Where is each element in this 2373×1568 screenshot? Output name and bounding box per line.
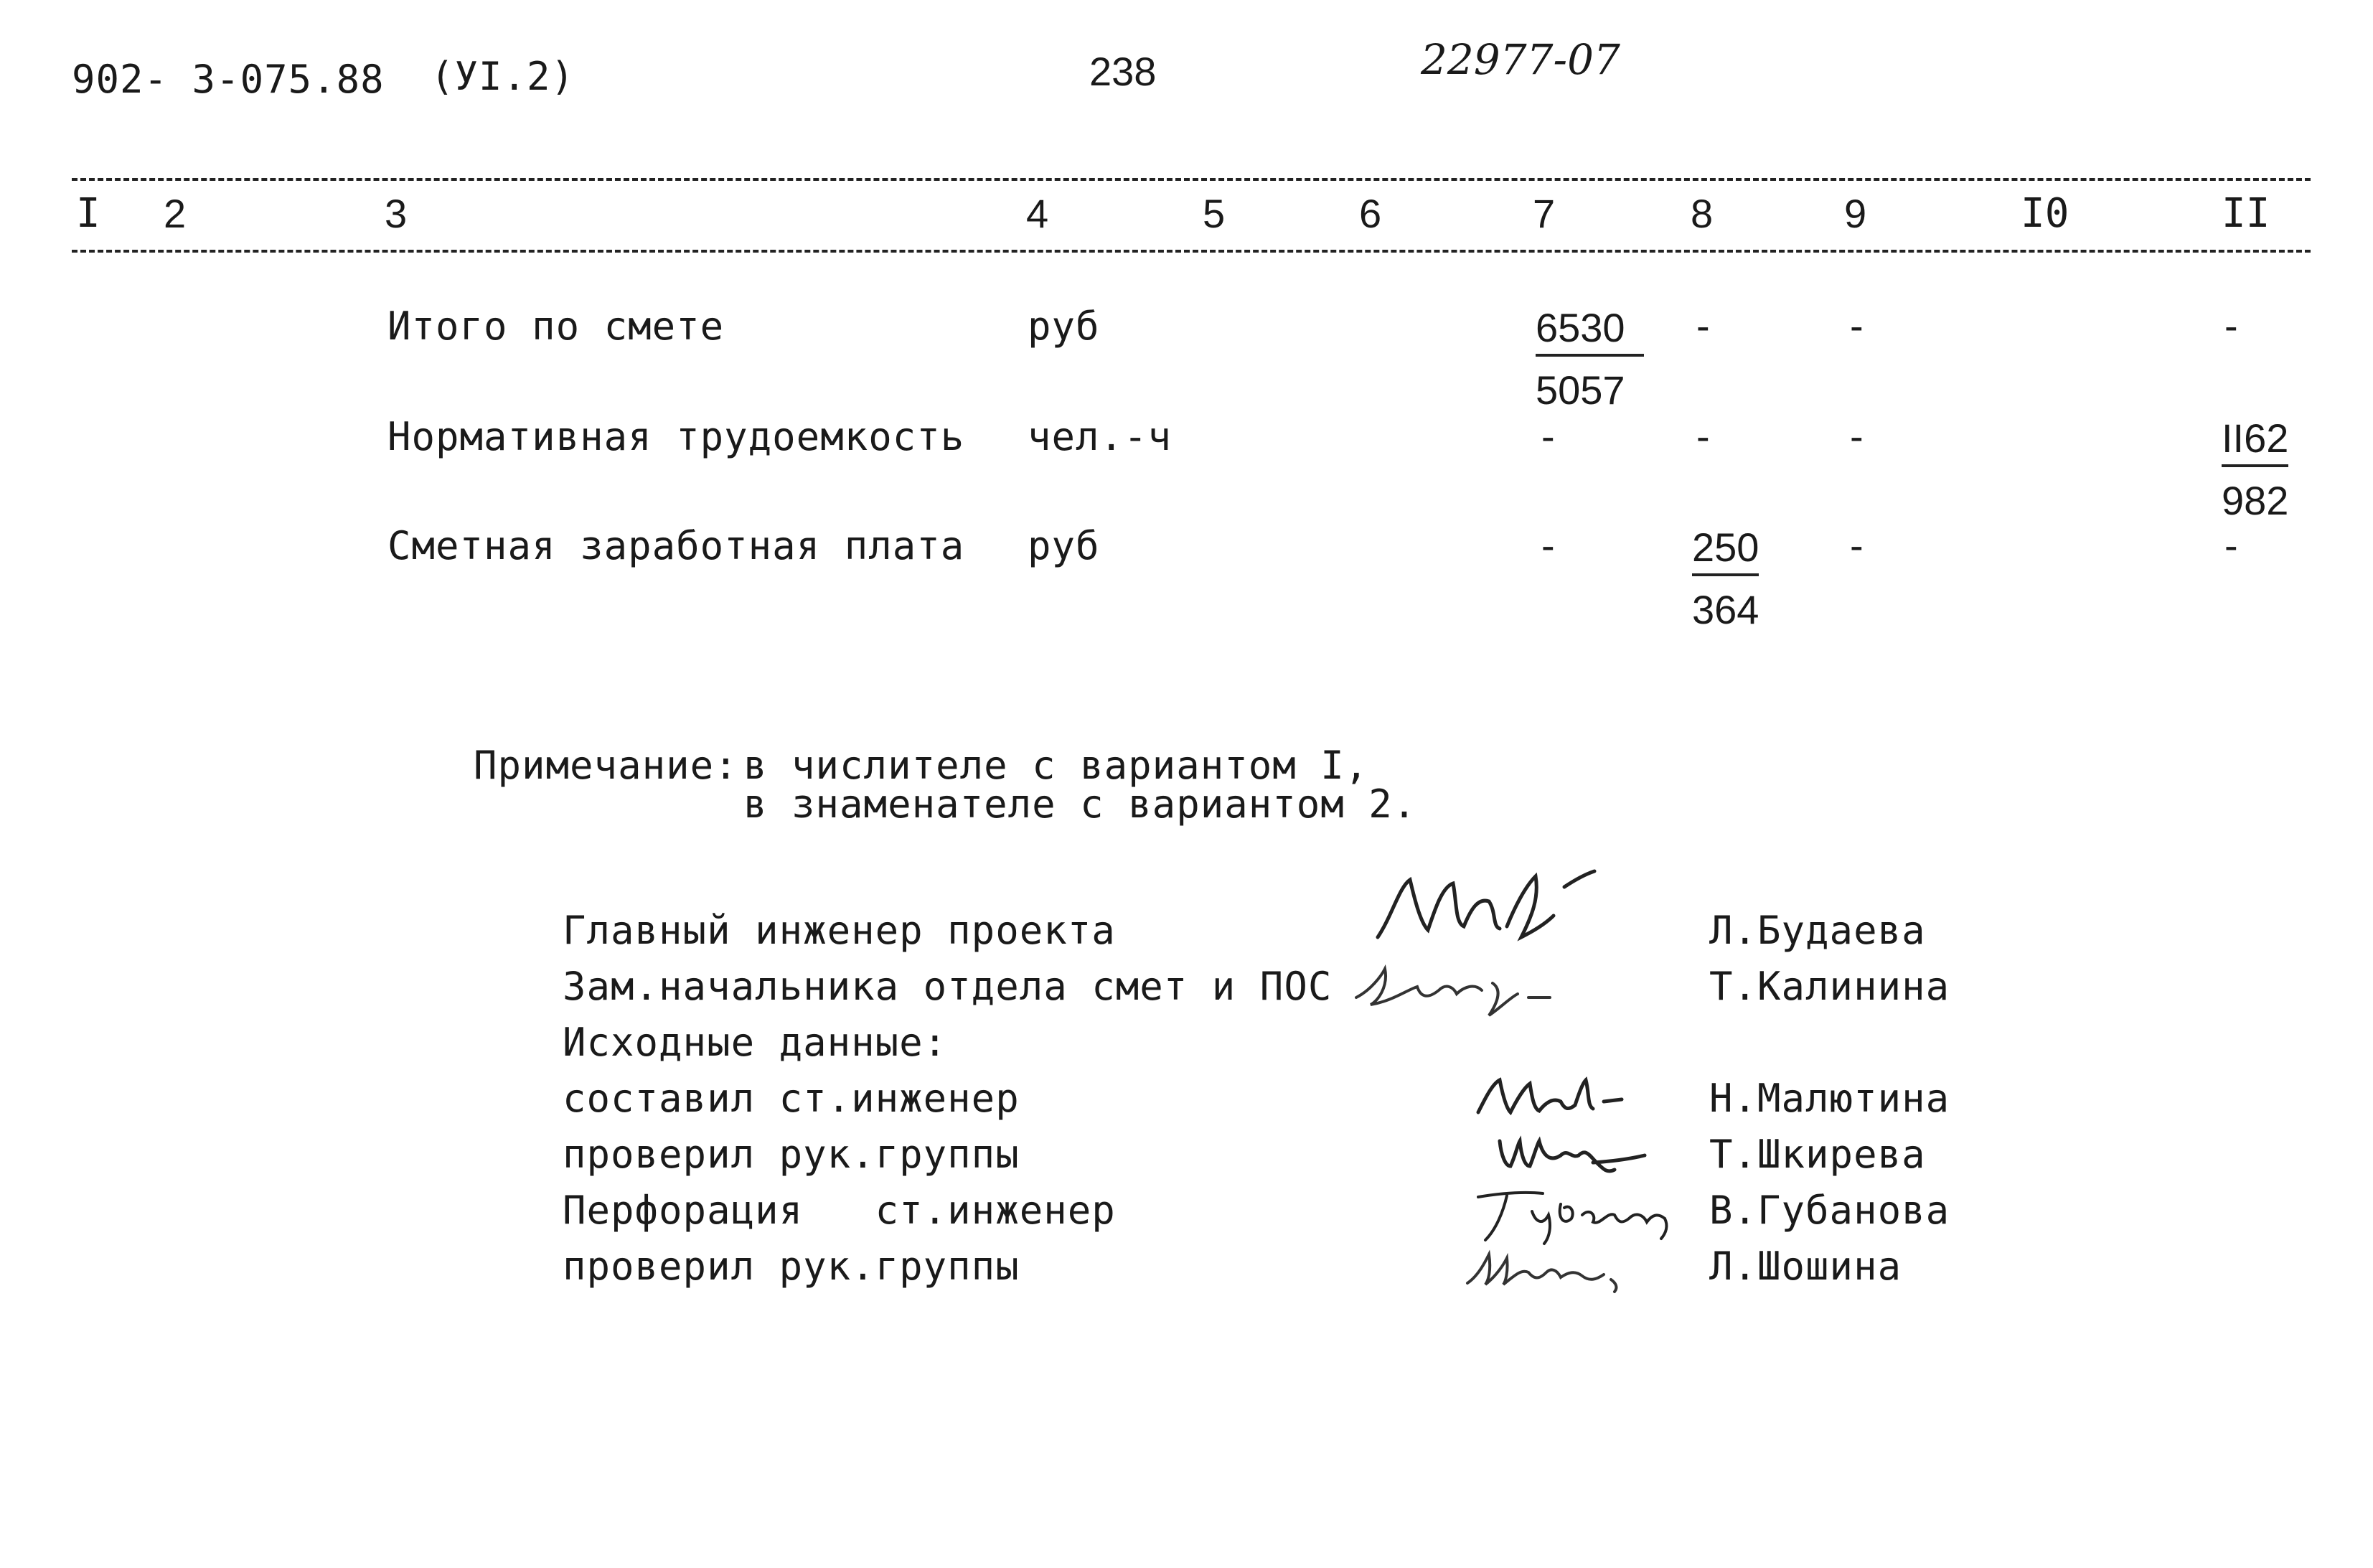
row-2-col11-fraction (2222, 415, 2288, 524)
column-header-11: II (2222, 190, 2270, 237)
column-header-7: 7 (1533, 191, 1556, 236)
row-1-name: Итого по смете (387, 304, 725, 349)
note-line-1: в числителе с вариантом I, (743, 743, 1369, 788)
signature-role-1: Главный инженер проекта (563, 908, 1116, 953)
note-line-2: в знаменателе с вариантом 2. (743, 781, 1417, 827)
row-1-col7-denominator: 5057 (1536, 367, 1625, 413)
page-number: 238 (1089, 49, 1157, 94)
column-header-1: I (76, 190, 100, 237)
column-header-9: 9 (1844, 191, 1867, 236)
row-3-col9-value: - (1850, 522, 1864, 568)
row-1-col11-value: - (2224, 303, 2238, 348)
row-1-unit: руб (1028, 304, 1100, 349)
handwritten-signature-2 (1349, 954, 1557, 1026)
row-3-col11-value: - (2224, 522, 2238, 568)
row-3-col8-numerator: 250 (1692, 524, 1759, 576)
column-header-8: 8 (1691, 191, 1714, 236)
signature-role-7: проверил рук.группы (563, 1244, 1020, 1289)
row-3-col8-denominator: 364 (1692, 587, 1759, 632)
row-1-col8-value: - (1696, 303, 1710, 348)
section-code: (УI.2) (431, 54, 575, 99)
row-2-col7-value: - (1541, 413, 1555, 459)
row-3-unit: руб (1028, 523, 1100, 568)
column-header-6: 6 (1359, 191, 1382, 236)
document-code: 902- 3-075.88 (72, 57, 385, 102)
row-2-col9-value: - (1850, 413, 1864, 459)
header-top-rule (72, 178, 2311, 181)
header-bottom-rule (72, 250, 2311, 253)
column-header-4: 4 (1026, 191, 1049, 236)
handwritten-signature-7 (1457, 1240, 1658, 1297)
column-header-10: I0 (2021, 190, 2069, 237)
signature-name-5: Т.Шкирева (1709, 1132, 1926, 1177)
row-3-col8-fraction (1692, 524, 1759, 633)
signature-name-1: Л.Будаева (1709, 908, 1926, 953)
row-2-unit: чел.-ч (1028, 414, 1173, 459)
row-2-name: Нормативная трудоемкость (387, 414, 965, 459)
handwritten-signature-1 (1371, 858, 1600, 952)
column-header-5: 5 (1203, 191, 1226, 236)
row-3-col7-value: - (1541, 522, 1555, 568)
row-1-col7-fraction (1536, 304, 1644, 413)
signature-name-2: Т.Калинина (1709, 964, 1950, 1009)
row-2-col8-value: - (1696, 413, 1710, 459)
signature-role-4: составил ст.инженер (563, 1076, 1020, 1121)
row-1-col9-value: - (1850, 303, 1864, 348)
signature-name-7: Л.Шошина (1709, 1244, 1902, 1289)
signature-role-6: Перфорация ст.инженер (563, 1188, 1116, 1233)
note-label: Примечание: (474, 743, 738, 788)
handwritten-signature-4 (1471, 1069, 1629, 1127)
document-number: 22977-07 (1421, 35, 1620, 84)
column-header-3: 3 (385, 191, 408, 236)
signature-role-3: Исходные данные: (563, 1020, 948, 1065)
row-3-name: Сметная заработная плата (387, 523, 965, 568)
row-2-col11-denominator: 982 (2222, 478, 2289, 523)
signature-name-4: Н.Малютина (1709, 1076, 1950, 1121)
row-2-col11-numerator: II62 (2222, 415, 2288, 467)
row-1-col7-numerator: 6530 (1536, 304, 1644, 357)
handwritten-signature-5 (1493, 1127, 1650, 1184)
signature-name-6: В.Губанова (1709, 1188, 1950, 1233)
signature-role-2: Зам.начальника отдела смет и ПОС (563, 964, 1333, 1009)
column-header-2: 2 (164, 191, 187, 236)
signature-role-5: проверил рук.группы (563, 1132, 1020, 1177)
handwritten-signature-6 (1464, 1183, 1679, 1247)
